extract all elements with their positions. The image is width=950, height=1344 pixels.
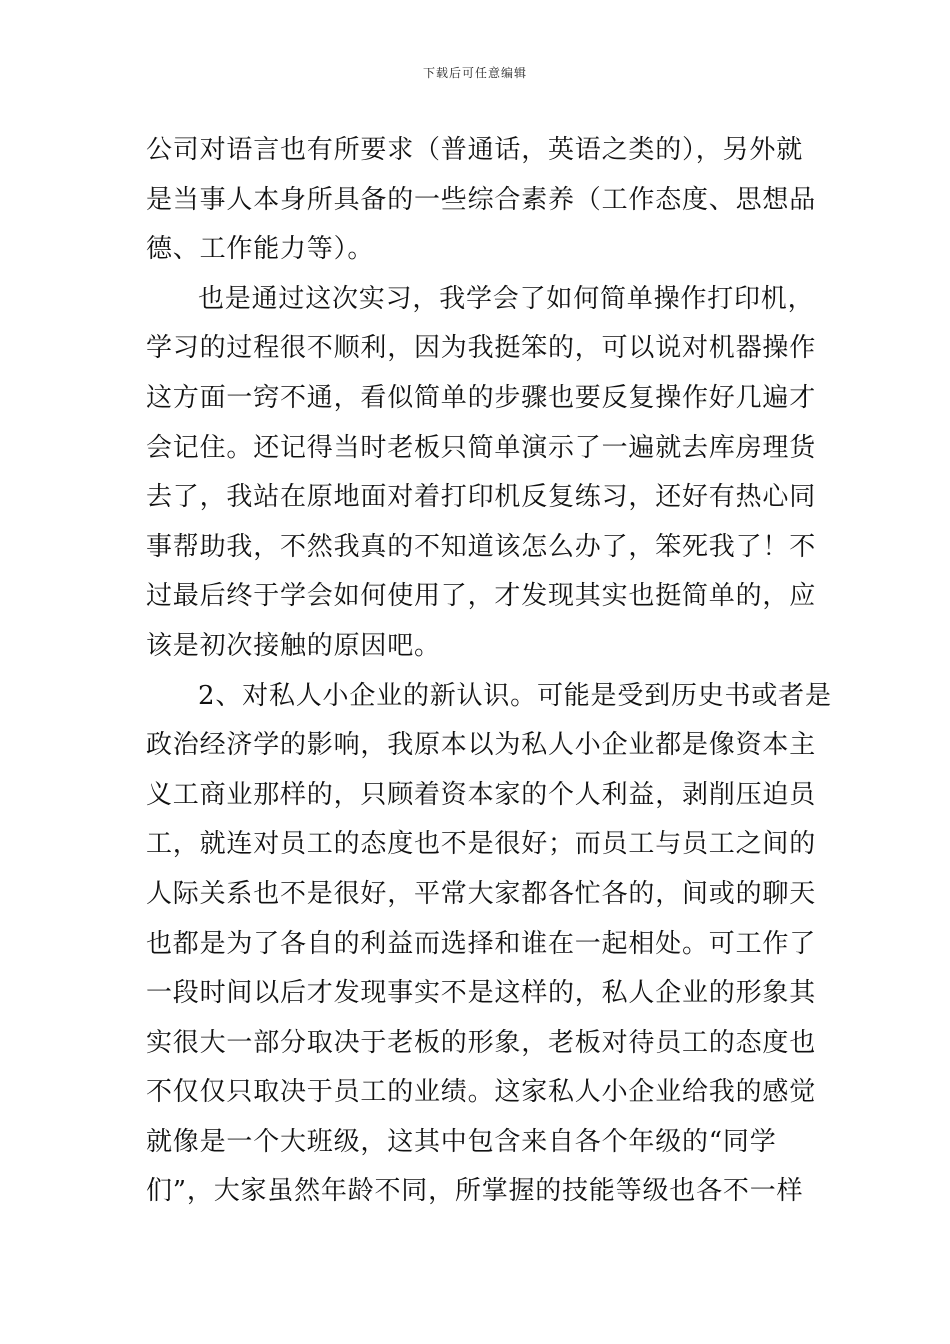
text-line: 义工商业那样的，只顾着资本家的个人利益，剥削压迫员 xyxy=(146,779,817,810)
text-line: 政治经济学的影响，我原本以为私人小企业都是像资本主 xyxy=(146,730,817,761)
text-line: 该是初次接触的原因吧。 xyxy=(146,630,441,661)
text-line: 事帮助我，不然我真的不知道该怎么办了，笨死我了！不 xyxy=(146,531,817,562)
text-line: 去了，我站在原地面对着打印机反复练习，还好有热心同 xyxy=(146,482,817,513)
text-line: 德、工作能力等）。 xyxy=(146,234,375,265)
text-line: 不仅仅只取决于员工的业绩。这家私人小企业给我的感觉 xyxy=(146,1077,817,1108)
text-line: 这方面一窍不通，看似简单的步骤也要反复操作好几遍才 xyxy=(146,382,817,413)
text-line: 也都是为了各自的利益而选择和谁在一起相处。可工作了 xyxy=(146,928,817,959)
text-line: 实很大一部分取决于老板的形象，老板对待员工的态度也 xyxy=(146,1027,817,1058)
body-text xyxy=(146,126,832,1217)
text-line: 们”，大家虽然年龄不同，所掌握的技能等级也各不一样 xyxy=(146,1176,804,1207)
paragraph-first-line: 2、对私人小企业的新认识。可能是受到历史书或者是 xyxy=(198,680,832,711)
text-line: 一段时间以后才发现事实不是这样的，私人企业的形象其 xyxy=(146,978,817,1009)
text-line: 公司对语言也有所要求（普通话，英语之类的），另外就 xyxy=(146,135,804,165)
text-line: 会记住。还记得当时老板只简单演示了一遍就去库房理货 xyxy=(146,432,817,463)
paragraph-first-line: 也是通过这次实习，我学会了如何简单操作打印机， xyxy=(198,283,815,314)
text-line: 就像是一个大班级，这其中包含来自各个年级的“同学 xyxy=(146,1126,777,1157)
text-line: 是当事人本身所具备的一些综合素养（工作态度、思想品 xyxy=(146,184,817,215)
text-line: 工，就连对员工的态度也不是很好；而员工与员工之间的 xyxy=(146,829,817,860)
text-line: 学习的过程很不顺利，因为我挺笨的，可以说对机器操作 xyxy=(146,333,817,364)
text-line: 人际关系也不是很好，平常大家都各忙各的，间或的聊天 xyxy=(146,878,817,909)
text-line: 过最后终于学会如何使用了，才发现其实也挺简单的，应 xyxy=(146,581,817,612)
page-header: 下载后可任意编辑 xyxy=(422,66,527,80)
